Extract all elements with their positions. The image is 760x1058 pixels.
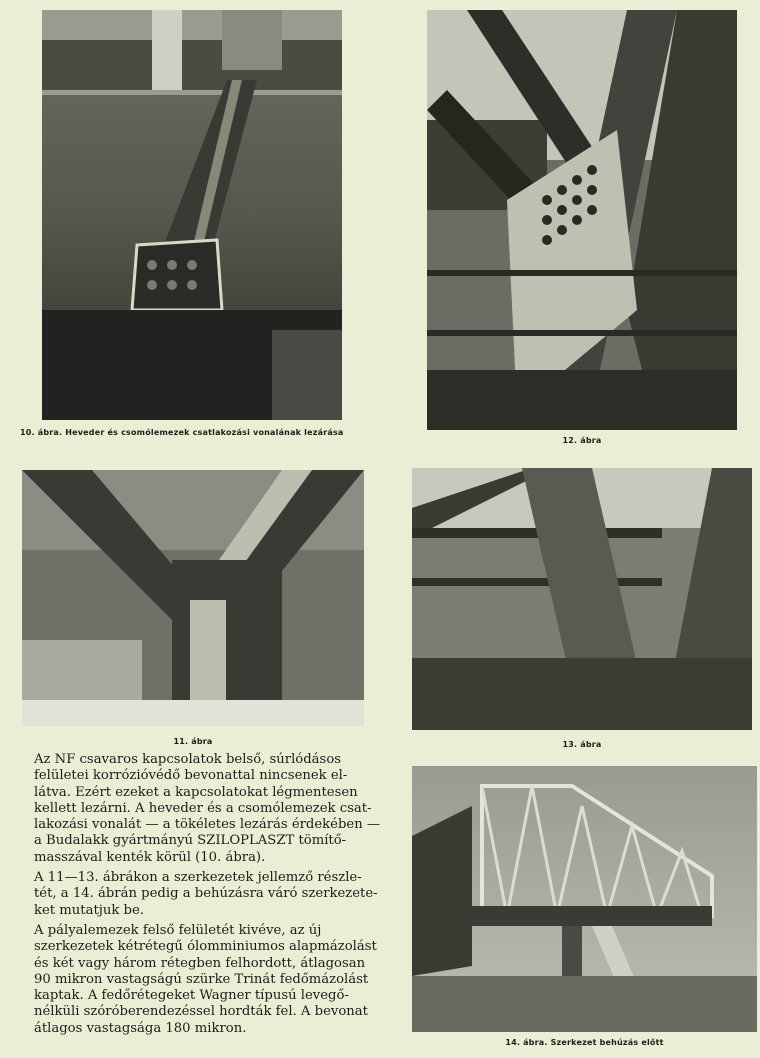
figure-11-photo <box>22 470 364 726</box>
figure-10-caption: 10. ábra. Heveder és csomólemezek csatlakozási vonalának lezárása <box>20 428 344 437</box>
figure-11-caption: 11. ábra <box>173 737 213 746</box>
figure-13-caption: 13. ábra <box>562 740 602 749</box>
figure-14-caption: 14. ábra. Szerkezet behúzás előtt <box>505 1038 664 1047</box>
text-line: 90 mikron vastagságú szürke Trinát fedőmázolást <box>34 971 369 987</box>
text-line: lakozási vonalát — a tökéletes lezárás érdekében — <box>34 817 381 833</box>
figure-14-photo <box>412 766 757 1032</box>
paragraph-1 <box>22 752 394 866</box>
text-line: kellett lezárni. A heveder és a csomólemezek csat- <box>34 800 372 816</box>
figure-10-photo <box>42 10 342 420</box>
figure-13-photo <box>412 468 752 730</box>
text-line: felületei korrózióvédő bevonattal nincsenek el- <box>34 768 348 784</box>
text-line: A pályalemezek felső felületét kivéve, az új <box>34 922 322 938</box>
text-line: kaptak. A fedőrétegeket Wagner típusú levegő- <box>34 988 349 1004</box>
text-line: szerkezetek kétrétegű ólomminiumos alapmázolást <box>34 939 377 955</box>
text-line: látva. Ezért ezeket a kapcsolatokat légmentesen <box>34 784 358 800</box>
text-line: A 11—13. ábrákon a szerkezetek jellemző részle- <box>34 870 362 886</box>
text-line: tét, a 14. ábrán pedig a behúzásra váró szerkezete- <box>34 886 378 902</box>
text-line: és két vagy három rétegben felhordott, átlagosan <box>34 955 366 971</box>
article-body <box>22 752 394 1041</box>
text-line: ket mutatjuk be. <box>34 902 144 918</box>
text-line: a Budalakk gyártmányú SZILOPLASZT tömítő- <box>34 833 347 849</box>
paragraph-3 <box>22 923 394 1037</box>
text-line: Az NF csavaros kapcsolatok belső, súrlódásos <box>34 752 342 767</box>
text-line: nélküli szóróberendezéssel hordták fel. A bevonat <box>34 1004 368 1020</box>
figure-12-caption: 12. ábra <box>562 436 602 445</box>
text-line: masszával kenték körül (10. ábra). <box>34 849 266 865</box>
paragraph-2 <box>22 870 394 919</box>
text-line: átlagos vastagsága 180 mikron. <box>34 1020 247 1036</box>
figure-12-photo <box>427 10 737 430</box>
